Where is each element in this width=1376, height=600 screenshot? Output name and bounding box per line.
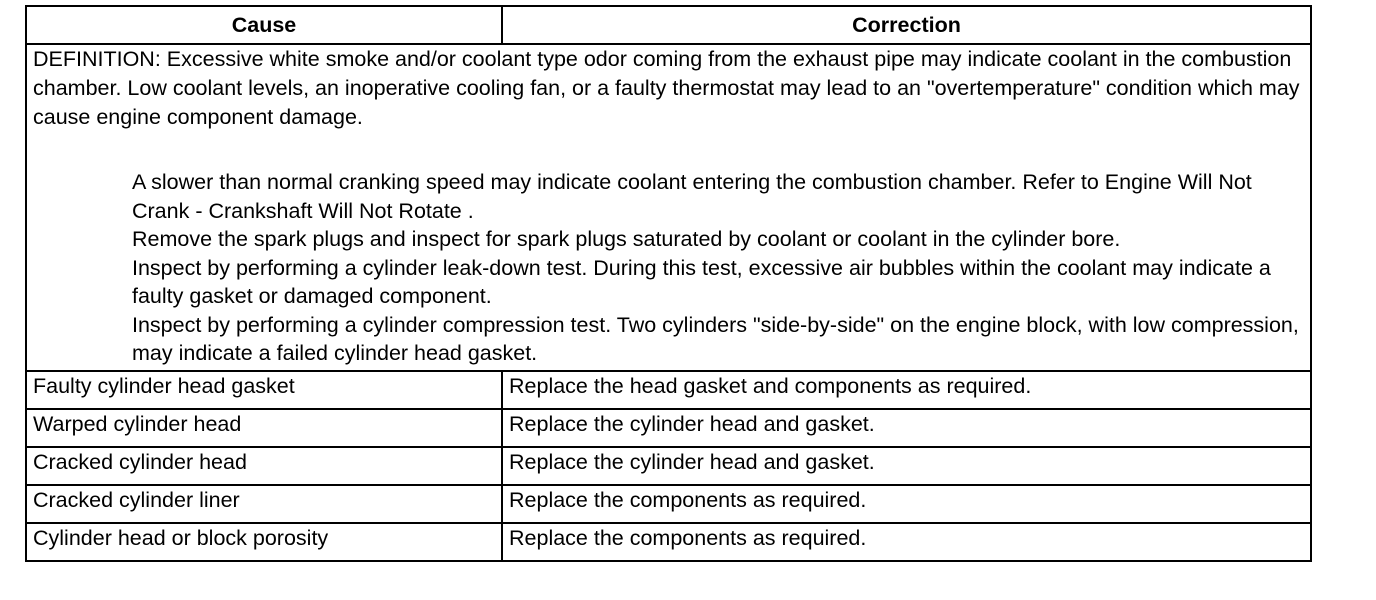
correction-column-header: Correction [502,6,1311,44]
diagnostic-table [25,5,1312,562]
correction-cell: Replace the cylinder head and gasket. [502,447,1311,485]
diagnostic-step: Inspect by performing a cylinder leak-down test. During this test, excessive air bubbles within the coolant may indicate a faulty gasket or damaged component. [132,255,1271,308]
cause-cell: Warped cylinder head [26,409,502,447]
correction-cell: Replace the head gasket and components as required. [502,371,1311,409]
table-row [26,447,1311,485]
definition-cell [26,44,1311,371]
diagnostic-step: Remove the spark plugs and inspect for spark plugs saturated by coolant or coolant in the cylinder bore. [132,227,1121,251]
definition-row [26,44,1311,371]
correction-cell: Replace the components as required. [502,485,1311,523]
definition-text: DEFINITION: Excessive white smoke and/or coolant type odor coming from the exhaust pipe may indicate coolant in the combustion chamber. Low coolant levels, an inoperative cooling fan, or a faulty thermostat may lead to an "overtemperature" condition which may cause engine component damage. [33,47,1300,129]
cause-cell: Faulty cylinder head gasket [26,371,502,409]
cause-column-header: Cause [26,6,502,44]
table-row [26,371,1311,409]
diagnostic-step: Inspect by performing a cylinder compression test. Two cylinders "side-by-side" on the engine block, with low compression, may indicate a failed cylinder head gasket. [132,312,1299,365]
cause-cell: Cracked cylinder head [26,447,502,485]
correction-cell: Replace the cylinder head and gasket. [502,409,1311,447]
diagnostic-step: A slower than normal cranking speed may indicate coolant entering the combustion chamber. Refer to Engine Will Not Crank - Crankshaft Will Not Rotate . [132,170,1252,223]
correction-cell: Replace the components as required. [502,523,1311,561]
header-row [26,6,1311,44]
table-row [26,409,1311,447]
table-row [26,485,1311,523]
cause-cell: Cylinder head or block porosity [26,523,502,561]
table-row [26,523,1311,561]
diagnostic-steps-list [33,132,1310,370]
cause-cell: Cracked cylinder liner [26,485,502,523]
